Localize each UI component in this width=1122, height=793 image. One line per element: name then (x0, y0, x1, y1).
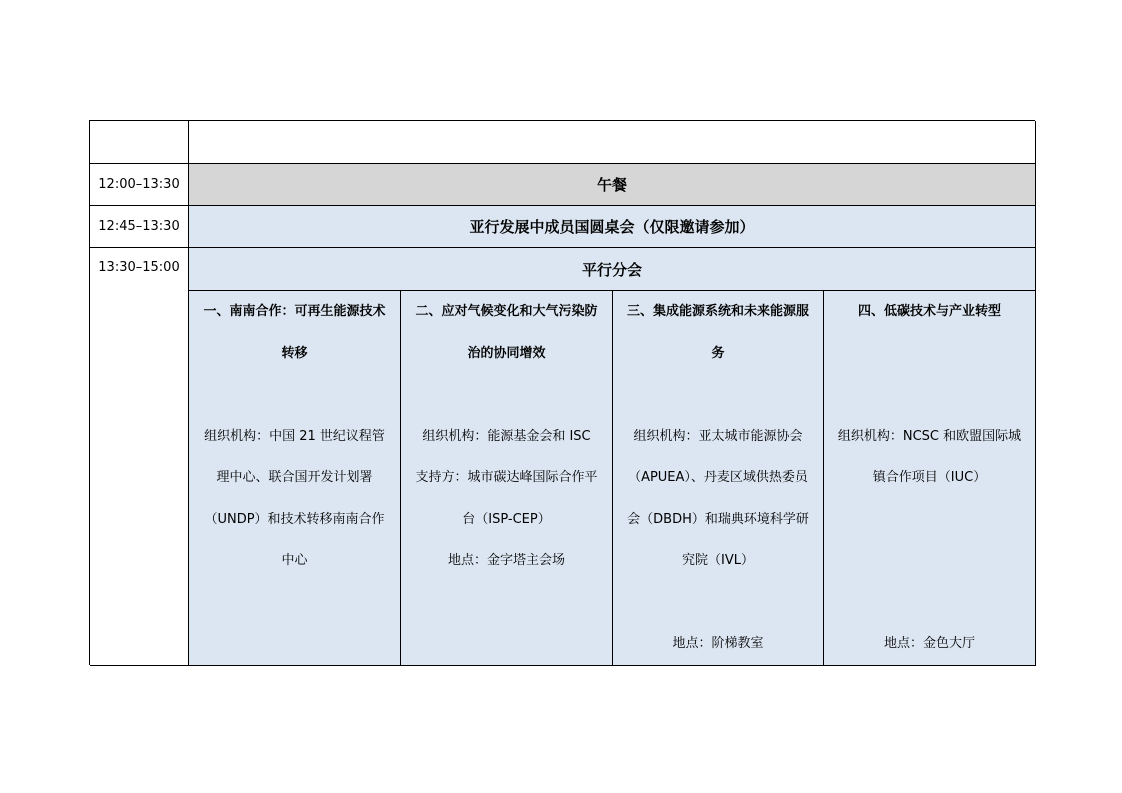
venue: 地点：阶梯教室 (672, 636, 764, 651)
organizer-line: 组织机构：亚太城市能源协会 (633, 428, 803, 444)
organizer-line: 会（DBDH）和瑞典环境科学研 (627, 511, 809, 527)
session-title-line: 转移 (281, 345, 308, 361)
time-cell-lunch: 12:00–13:30 (90, 164, 189, 206)
venue: 地点：金字塔主会场 (447, 553, 565, 568)
session-title-line: 务 (711, 345, 725, 361)
organizer-line: 支持方：城市碳达峰国际合作平 (415, 470, 598, 485)
organizer-line: 镇合作项目（IUC） (872, 470, 987, 485)
parallel-sessions-title: 平行分会 (189, 248, 1036, 291)
session-1 (189, 291, 401, 666)
organizer-line: （UNDP）和技术转移南南合作 (204, 511, 385, 527)
session-4 (824, 291, 1036, 666)
session-2 (401, 291, 613, 666)
organizer-line: 组织机构：能源基金会和 ISC (422, 428, 591, 444)
organizer-line: 理中心、联合国开发计划署 (216, 470, 373, 485)
session-title-line: 二、应对气候变化和大气污染防 (415, 304, 598, 319)
session-title-line: 四、低碳技术与产业转型 (857, 304, 1001, 319)
organizer-line: 组织机构：中国 21 世纪议程管 (204, 428, 385, 444)
time-cell-blank (90, 121, 189, 164)
organizer-line: 台（ISP-CEP） (462, 511, 551, 527)
time-cell-roundtable: 12:45–13:30 (90, 206, 189, 248)
venue: 地点：金色大厅 (883, 636, 975, 651)
agenda-table (89, 120, 1035, 665)
time-cell-parallel: 13:30–15:00 (90, 248, 189, 666)
roundtable-title: 亚行发展中成员国圆桌会（仅限邀请参加） (189, 206, 1036, 248)
lunch-title: 午餐 (189, 164, 1036, 206)
blank-title-cell (189, 121, 1036, 164)
organizer-line: 组织机构：NCSC 和欧盟国际城 (837, 428, 1022, 444)
organizer-line: （APUEA）、丹麦区域供热委员 (628, 470, 808, 485)
session-title-line: 治的协同增效 (467, 345, 546, 361)
session-title-line: 三、集成能源系统和未来能源服 (626, 304, 809, 319)
session-title-line: 一、南南合作：可再生能源技术 (203, 304, 386, 319)
organizer-line: 中心 (281, 553, 308, 568)
session-3 (613, 291, 824, 666)
organizer-line: 究院（IVL） (682, 553, 754, 568)
